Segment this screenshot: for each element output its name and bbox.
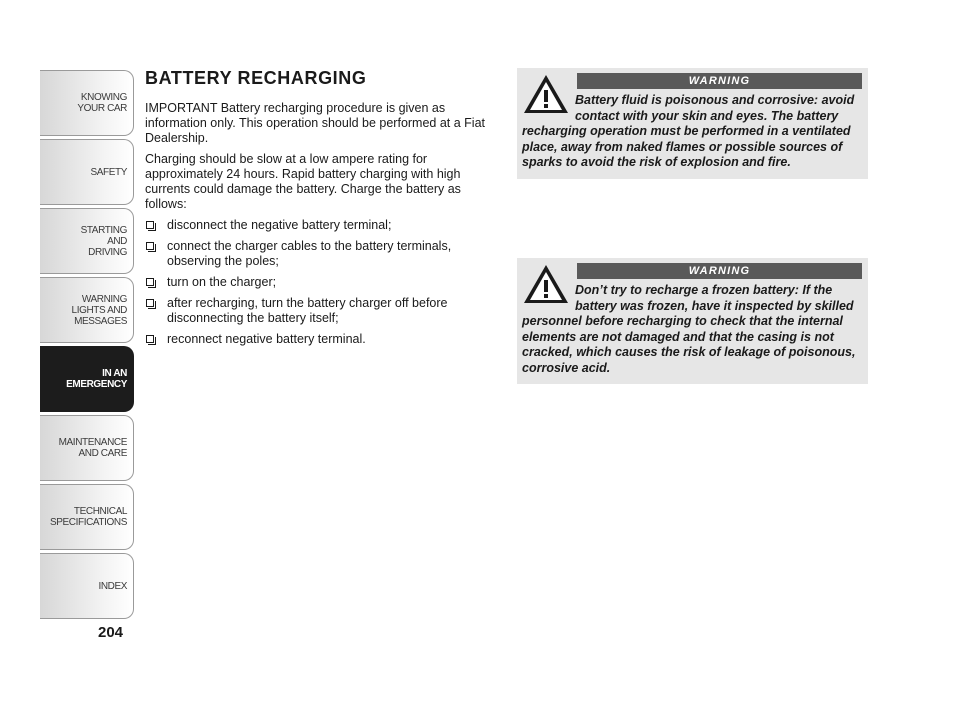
list-item xyxy=(145,239,495,269)
list-item xyxy=(145,296,495,326)
page-number: 204 xyxy=(98,624,124,641)
step-text: after recharging, turn the battery charger off before disconnecting the battery itself; xyxy=(167,296,448,325)
warning-heading: WARNING xyxy=(577,73,862,89)
checkbox-bullet-icon xyxy=(146,335,154,343)
list-item xyxy=(145,332,495,347)
chapter-tabs xyxy=(40,70,134,622)
tab-label: STARTING AND DRIVING xyxy=(80,224,127,258)
step-text: turn on the charger; xyxy=(167,275,277,289)
checkbox-bullet-icon xyxy=(146,242,154,250)
tab-label: SAFETY xyxy=(90,166,127,178)
charging-instructions: Charging should be slow at a low ampere rating for approximately 24 hours. Rapid battery charging with high currents could damage the battery. Charge the battery as follows: xyxy=(145,152,461,211)
step-text: disconnect the negative battery terminal; xyxy=(167,218,392,232)
tab-starting-and-driving[interactable] xyxy=(40,208,134,274)
tab-label: TECHNICAL SPECIFICATIONS xyxy=(49,506,127,528)
checkbox-bullet-icon xyxy=(146,278,154,286)
tab-safety[interactable] xyxy=(40,139,134,205)
tab-label: INDEX xyxy=(98,580,127,592)
tab-label: KNOWING YOUR CAR xyxy=(77,92,127,114)
warning-heading: WARNING xyxy=(577,263,862,279)
steps-list xyxy=(145,218,495,347)
warning-triangle-icon xyxy=(522,73,570,115)
warning-text: Don’t try to recharge a frozen battery: If the battery was frozen, have it inspected by skilled personnel before recharging to check that the internal elements are not damaged and that the casing is not cracked, which causes the risk of leakage of poisonous, corrosive acid. xyxy=(522,283,856,375)
tab-index[interactable] xyxy=(40,553,134,619)
important-note: IMPORTANT Battery recharging procedure is given as information only. This operation should be performed at a Fiat Dealership. xyxy=(145,101,486,145)
warning-box-frozen-battery xyxy=(517,258,868,384)
checkbox-bullet-icon xyxy=(146,221,154,229)
tab-knowing-your-car[interactable] xyxy=(40,70,134,136)
warning-triangle-icon xyxy=(522,263,570,305)
tab-label: IN AN EMERGENCY xyxy=(66,368,127,390)
main-content xyxy=(145,68,495,353)
checkbox-bullet-icon xyxy=(146,299,154,307)
list-item xyxy=(145,218,495,233)
tab-maintenance-and-care[interactable] xyxy=(40,415,134,481)
tab-in-an-emergency[interactable] xyxy=(40,346,134,412)
tab-label: MAINTENANCE AND CARE xyxy=(58,437,127,459)
tab-label: WARNING LIGHTS AND MESSAGES xyxy=(71,293,127,327)
warning-box-battery-fluid xyxy=(517,68,868,179)
section-title: BATTERY RECHARGING xyxy=(145,68,367,88)
tab-warning-lights[interactable] xyxy=(40,277,134,343)
step-text: reconnect negative battery terminal. xyxy=(167,332,366,346)
tab-technical-specifications[interactable] xyxy=(40,484,134,550)
warning-text: Battery fluid is poisonous and corrosive: avoid contact with your skin and eyes. The battery recharging operation must be performed in a ventilated place, away from naked flames or possible sources of sparks to avoid the risk of explosion and fire. xyxy=(522,93,855,169)
list-item xyxy=(145,275,495,290)
step-text: connect the charger cables to the battery terminals, observing the poles; xyxy=(167,239,452,268)
